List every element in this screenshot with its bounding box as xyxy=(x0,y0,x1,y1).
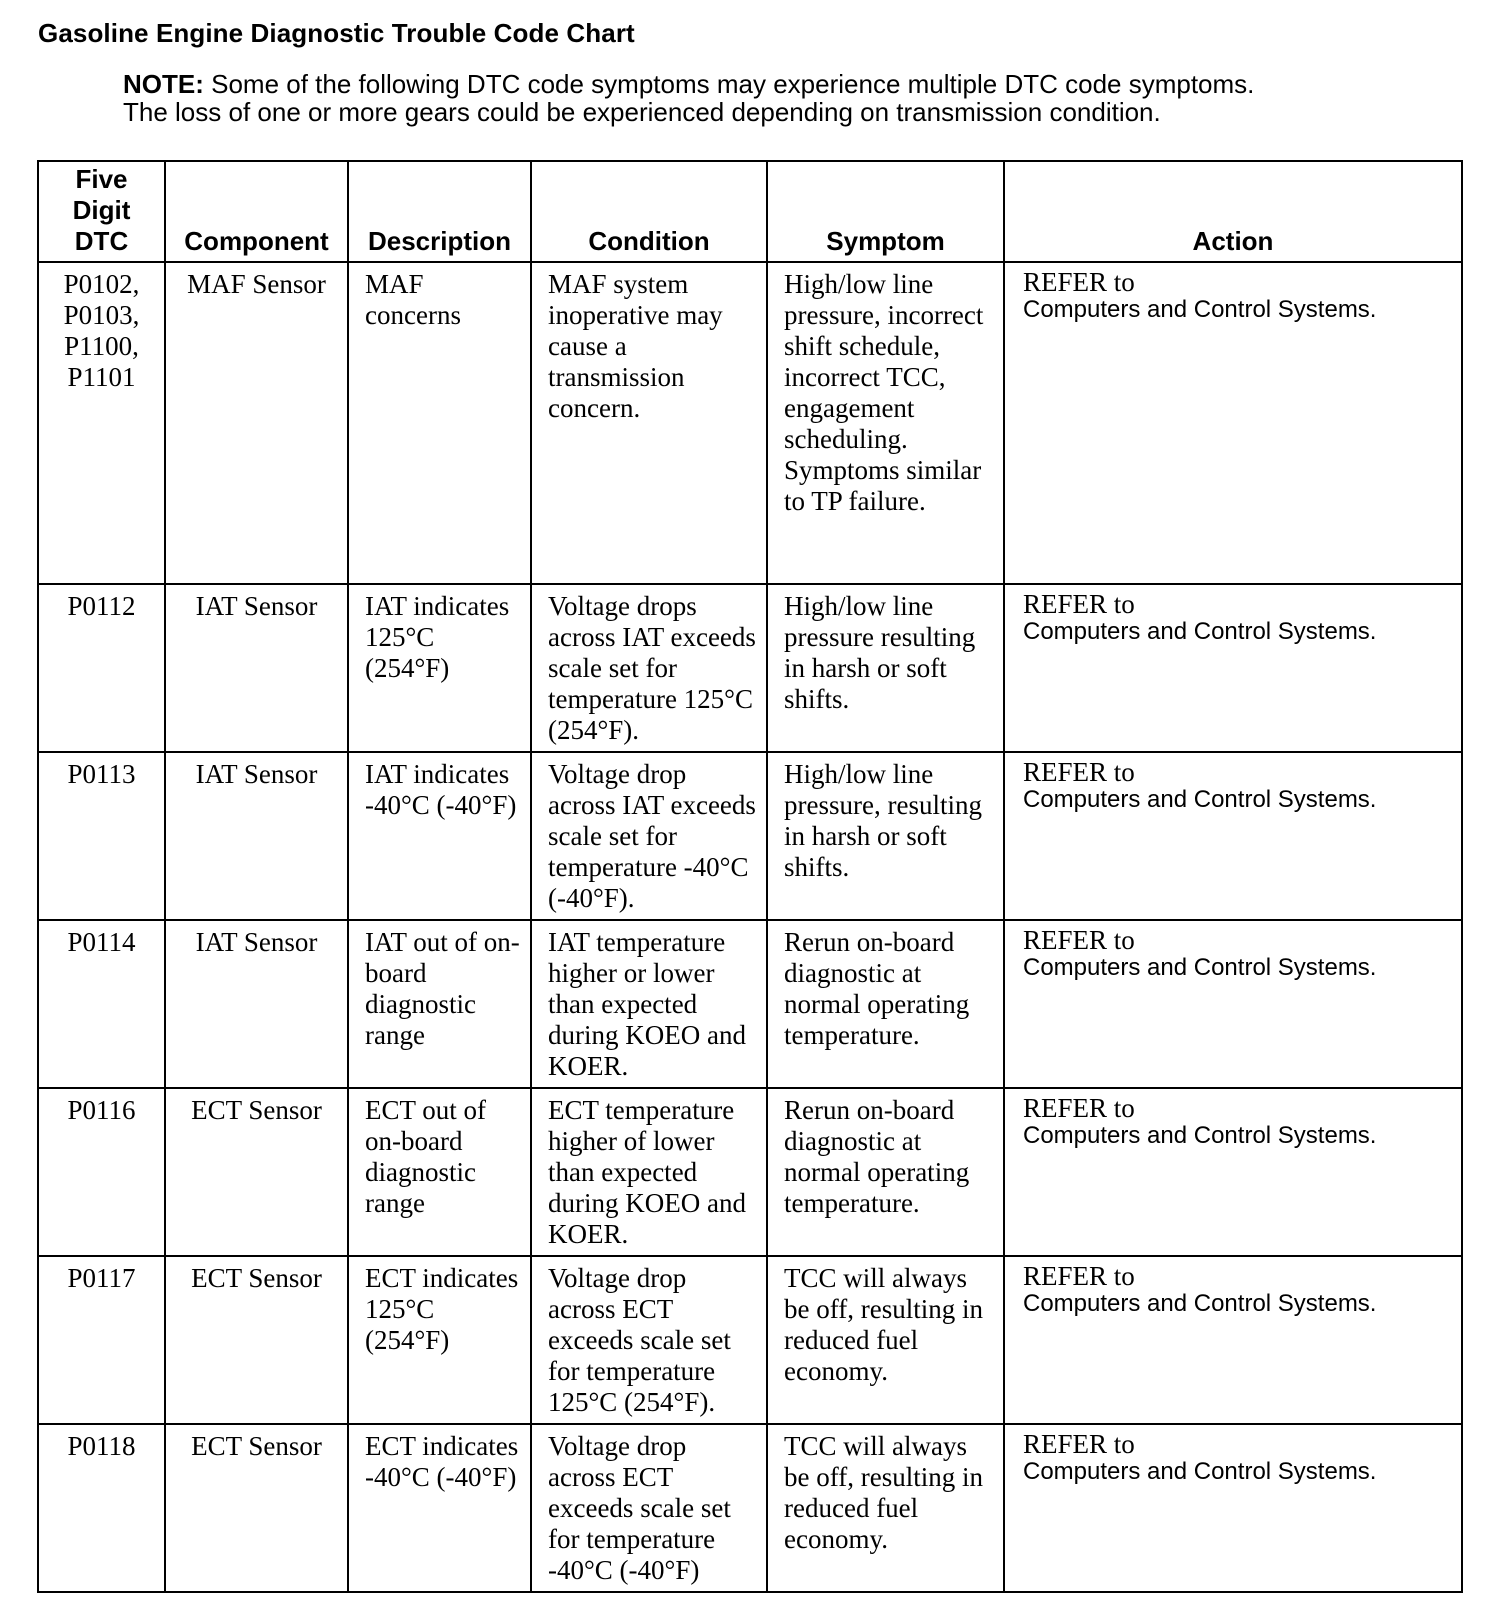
dtc-code: P0118 xyxy=(38,1424,165,1592)
action-refer: REFER to xyxy=(1023,925,1135,955)
component-cell: IAT Sensor xyxy=(165,920,348,1088)
component-cell: IAT Sensor xyxy=(165,752,348,920)
action-refer: REFER to xyxy=(1023,589,1135,619)
condition-cell: Voltage drop across ECT exceeds scale set for temperature -40°C (-40°F) xyxy=(531,1424,767,1592)
condition-cell: IAT temperature higher or lower than expected during KOEO and KOER. xyxy=(531,920,767,1088)
dtc-code: P0116 xyxy=(38,1088,165,1256)
description-cell: IAT out of on-board diagnostic range xyxy=(348,920,531,1088)
component-cell: MAF Sensor xyxy=(165,262,348,584)
component-cell: ECT Sensor xyxy=(165,1424,348,1592)
action-cell xyxy=(1004,920,1462,1088)
table-row xyxy=(38,262,1462,584)
symptom-cell: High/low line pressure, resulting in harsh or soft shifts. xyxy=(767,752,1004,920)
page-title: Gasoline Engine Diagnostic Trouble Code Chart xyxy=(38,18,635,48)
component-cell: IAT Sensor xyxy=(165,584,348,752)
description-cell: ECT out of on-board diagnostic range xyxy=(348,1088,531,1256)
note-text: Some of the following DTC code symptoms may experience multiple DTC code symptoms. The loss of one or more gears could be experienced depending on transmission condition. xyxy=(123,69,1255,127)
action-reference-link[interactable]: Computers and Control Systems. xyxy=(1023,1122,1377,1149)
action-cell xyxy=(1004,584,1462,752)
condition-cell: Voltage drop across ECT exceeds scale set for temperature 125°C (254°F). xyxy=(531,1256,767,1424)
table-header-row xyxy=(38,161,1462,262)
dtc-code: P0112 xyxy=(38,584,165,752)
header-component: Component xyxy=(165,161,348,262)
action-refer: REFER to xyxy=(1023,267,1135,297)
action-refer: REFER to xyxy=(1023,1261,1135,1291)
table-row xyxy=(38,1088,1462,1256)
action-refer: REFER to xyxy=(1023,1429,1135,1459)
action-reference-link[interactable]: Computers and Control Systems. xyxy=(1023,618,1377,645)
description-cell: MAF concerns xyxy=(348,262,531,584)
header-symptom: Symptom xyxy=(767,161,1004,262)
dtc-code: P0113 xyxy=(38,752,165,920)
condition-cell: MAF system inoperative may cause a transmission concern. xyxy=(531,262,767,584)
dtc-table xyxy=(37,160,1463,1593)
action-cell xyxy=(1004,1088,1462,1256)
action-cell xyxy=(1004,262,1462,584)
note-label: NOTE: xyxy=(123,69,204,99)
action-refer: REFER to xyxy=(1023,757,1135,787)
table-row xyxy=(38,752,1462,920)
table-row xyxy=(38,584,1462,752)
action-cell xyxy=(1004,1256,1462,1424)
action-reference-link[interactable]: Computers and Control Systems. xyxy=(1023,954,1377,981)
condition-cell: Voltage drop across IAT exceeds scale set for temperature -40°C (-40°F). xyxy=(531,752,767,920)
symptom-cell: TCC will always be off, resulting in reduced fuel economy. xyxy=(767,1424,1004,1592)
symptom-cell: High/low line pressure resulting in harsh or soft shifts. xyxy=(767,584,1004,752)
action-reference-link[interactable]: Computers and Control Systems. xyxy=(1023,786,1377,813)
action-cell xyxy=(1004,1424,1462,1592)
condition-cell: ECT temperature higher of lower than expected during KOEO and KOER. xyxy=(531,1088,767,1256)
header-five-digit-dtc: Five Digit DTC xyxy=(38,161,165,262)
header-condition: Condition xyxy=(531,161,767,262)
note-paragraph xyxy=(123,70,1303,126)
action-reference-link[interactable]: Computers and Control Systems. xyxy=(1023,296,1377,323)
component-cell: ECT Sensor xyxy=(165,1256,348,1424)
action-refer: REFER to xyxy=(1023,1093,1135,1123)
dtc-code: P0102, P0103, P1100, P1101 xyxy=(38,262,165,584)
condition-cell: Voltage drops across IAT exceeds scale set for temperature 125°C (254°F). xyxy=(531,584,767,752)
symptom-cell: TCC will always be off, resulting in reduced fuel economy. xyxy=(767,1256,1004,1424)
table-row xyxy=(38,1256,1462,1424)
description-cell: ECT indicates 125°C (254°F) xyxy=(348,1256,531,1424)
dtc-code: P0114 xyxy=(38,920,165,1088)
table-row xyxy=(38,920,1462,1088)
action-reference-link[interactable]: Computers and Control Systems. xyxy=(1023,1458,1377,1485)
action-cell xyxy=(1004,752,1462,920)
component-cell: ECT Sensor xyxy=(165,1088,348,1256)
symptom-cell: Rerun on-board diagnostic at normal operating temperature. xyxy=(767,920,1004,1088)
description-cell: ECT indicates -40°C (-40°F) xyxy=(348,1424,531,1592)
table-row xyxy=(38,1424,1462,1592)
action-reference-link[interactable]: Computers and Control Systems. xyxy=(1023,1290,1377,1317)
header-action: Action xyxy=(1004,161,1462,262)
symptom-cell: Rerun on-board diagnostic at normal operating temperature. xyxy=(767,1088,1004,1256)
description-cell: IAT indicates 125°C (254°F) xyxy=(348,584,531,752)
description-cell: IAT indicates -40°C (-40°F) xyxy=(348,752,531,920)
symptom-cell: High/low line pressure, incorrect shift schedule, incorrect TCC, engagement scheduling. Symptoms similar to TP failure. xyxy=(767,262,1004,584)
dtc-code: P0117 xyxy=(38,1256,165,1424)
header-description: Description xyxy=(348,161,531,262)
